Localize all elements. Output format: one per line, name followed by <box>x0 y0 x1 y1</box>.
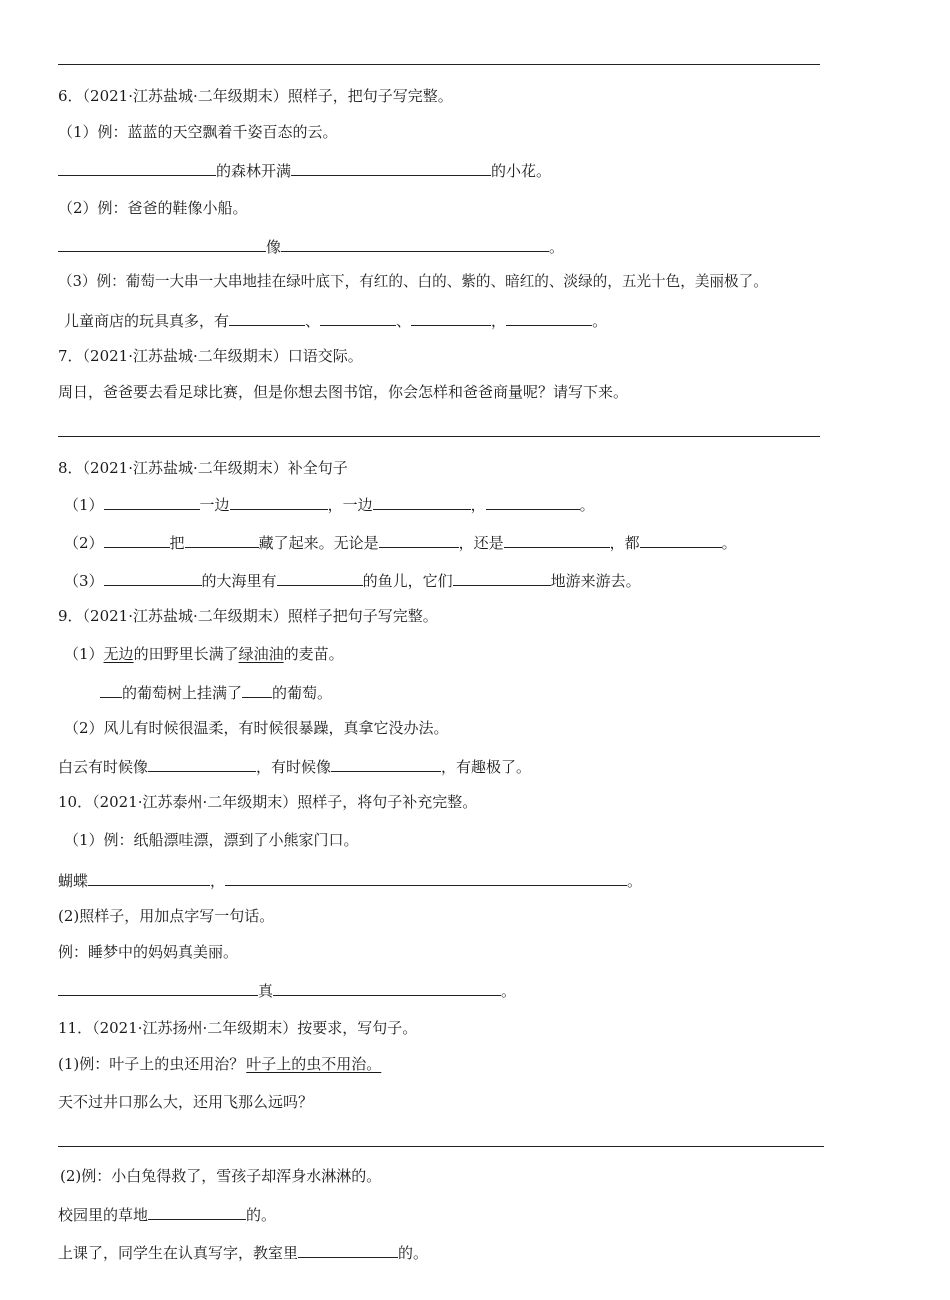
blank[interactable] <box>273 980 501 996</box>
text: 的鱼儿，它们 <box>362 572 453 590</box>
text: 。 <box>592 312 608 330</box>
text: 、 <box>305 312 321 330</box>
blank[interactable] <box>229 310 305 326</box>
blank[interactable] <box>104 532 170 548</box>
blank[interactable] <box>225 870 627 886</box>
blank[interactable] <box>640 532 722 548</box>
text: ，都 <box>609 534 640 552</box>
underlined-answer: 叶子上的虫不用治。 <box>246 1055 382 1073</box>
question-7-title: 7．（2021·江苏盐城·二年级期末）口语交际。 <box>58 347 363 365</box>
question-9-title: 9．（2021·江苏盐城·二年级期末）照样子把句子写完整。 <box>58 607 438 625</box>
q6-fill-3 <box>64 310 607 331</box>
blank[interactable] <box>320 310 396 326</box>
q6-fill-1 <box>58 160 551 181</box>
question-10-title: 10．（2021·江苏泰州·二年级期末）照样子，将句子补充完整。 <box>58 793 478 811</box>
q6-example-2: （2）例：爸爸的鞋像小船。 <box>58 199 248 217</box>
q10-fill-2 <box>58 980 516 1001</box>
q8-item-2 <box>64 532 737 553</box>
q10-instruction-2: (2)照样子，用加点字写一句话。 <box>58 907 275 925</box>
blank[interactable] <box>379 532 459 548</box>
question-6-title: 6．（2021·江苏盐城·二年级期末）照样子，把句子写完整。 <box>58 87 453 105</box>
text: (1)例：叶子上的虫还用治？ <box>58 1055 245 1073</box>
text: ，还是 <box>458 534 504 552</box>
blank[interactable] <box>185 532 259 548</box>
q11-example-1 <box>58 1054 383 1074</box>
q8-item-1 <box>64 494 595 515</box>
blank[interactable] <box>506 310 592 326</box>
q8-item-3 <box>64 570 641 591</box>
text: ， <box>491 312 507 330</box>
text: （1） <box>64 645 104 663</box>
text: 上课了，同学生在认真写字，教室里 <box>58 1244 299 1262</box>
blank[interactable] <box>277 570 363 586</box>
text: 一边 <box>199 496 230 514</box>
blank[interactable] <box>281 236 549 252</box>
blank[interactable] <box>100 682 122 698</box>
blank[interactable] <box>148 1204 246 1220</box>
text: ，一边 <box>327 496 373 514</box>
text: 把 <box>169 534 185 552</box>
text: 的森林开满 <box>216 162 292 180</box>
text: 的葡萄树上挂满了 <box>122 684 243 702</box>
q11-fill-2 <box>58 1242 428 1263</box>
text: 地游来游去。 <box>550 572 641 590</box>
text: 白云有时候像 <box>58 758 149 776</box>
answer-line[interactable] <box>58 1146 824 1147</box>
blank[interactable] <box>504 532 610 548</box>
blank[interactable] <box>453 570 551 586</box>
text: ， <box>470 496 486 514</box>
text: 儿童商店的玩具真多，有 <box>64 312 230 330</box>
blank[interactable] <box>242 682 272 698</box>
q7-prompt: 周日，爸爸要去看足球比赛，但是你想去图书馆，你会怎样和爸爸商量呢？请写下来。 <box>58 383 629 401</box>
text: 的葡萄。 <box>272 684 333 702</box>
q11-fill-1 <box>58 1204 276 1225</box>
text: 。 <box>579 496 595 514</box>
blank[interactable] <box>58 980 258 996</box>
q6-example-1: （1）例：蓝蓝的天空飘着千姿百态的云。 <box>58 123 338 141</box>
blank[interactable] <box>104 494 200 510</box>
blank[interactable] <box>148 756 256 772</box>
q6-fill-2 <box>58 236 564 257</box>
text: 的大海里有 <box>201 572 277 590</box>
q10-fill-1 <box>58 870 642 891</box>
text: 的小花。 <box>491 162 552 180</box>
q9-fill-2 <box>58 756 531 777</box>
underlined-word: 无边 <box>103 645 134 663</box>
text: ，有趣极了。 <box>441 758 532 776</box>
blank[interactable] <box>291 160 491 176</box>
blank[interactable] <box>58 160 216 176</box>
text: （1） <box>64 496 104 514</box>
text: 的麦苗。 <box>283 645 344 663</box>
blank[interactable] <box>373 494 471 510</box>
blank[interactable] <box>104 570 202 586</box>
q11-example-2: (2)例：小白兔得救了，雪孩子却浑身水淋淋的。 <box>60 1167 382 1185</box>
blank[interactable] <box>411 310 491 326</box>
blank[interactable] <box>298 1242 398 1258</box>
blank[interactable] <box>58 236 266 252</box>
blank[interactable] <box>331 756 441 772</box>
text: 的。 <box>398 1244 429 1262</box>
text: 、 <box>396 312 412 330</box>
text: 像 <box>266 238 282 256</box>
q9-example-2: （2）风儿有时候很温柔，有时候很暴躁，真拿它没办法。 <box>64 719 449 737</box>
question-8-title: 8．（2021·江苏盐城·二年级期末）补全句子 <box>58 459 348 477</box>
text: 校园里的草地 <box>58 1206 149 1224</box>
blank[interactable] <box>230 494 328 510</box>
text: ， <box>210 872 226 890</box>
text: 的。 <box>246 1206 277 1224</box>
text: 。 <box>501 982 517 1000</box>
q10-example-2: 例：睡梦中的妈妈真美丽。 <box>58 943 239 961</box>
answer-line[interactable] <box>58 436 820 437</box>
blank[interactable] <box>88 870 210 886</box>
text: ，有时候像 <box>256 758 332 776</box>
blank[interactable] <box>486 494 580 510</box>
text: 蝴蝶 <box>58 872 89 890</box>
question-11-title: 11．（2021·江苏扬州·二年级期末）按要求，写句子。 <box>58 1019 418 1037</box>
q9-example-1 <box>64 644 344 664</box>
text: 的田野里长满了 <box>133 645 239 663</box>
q10-example-1: （1）例：纸船漂哇漂，漂到了小熊家门口。 <box>64 831 359 849</box>
text: 真 <box>258 982 274 1000</box>
text: 藏了起来。无论是 <box>258 534 379 552</box>
underlined-word: 绿油油 <box>238 645 284 663</box>
text: 。 <box>721 534 737 552</box>
q6-example-3: （3）例：葡萄一大串一大串地挂在绿叶底下，有红的、白的、紫的、暗红的、淡绿的，五光十色，美丽极了。 <box>58 273 768 290</box>
q9-fill-1 <box>100 682 332 703</box>
q11-task-1: 天不过井口那么大，还用飞那么远吗？ <box>58 1093 314 1111</box>
text: （3） <box>64 572 104 590</box>
text: （2） <box>64 534 104 552</box>
text: 。 <box>627 872 643 890</box>
text: 。 <box>549 238 565 256</box>
answer-line[interactable] <box>58 64 820 65</box>
